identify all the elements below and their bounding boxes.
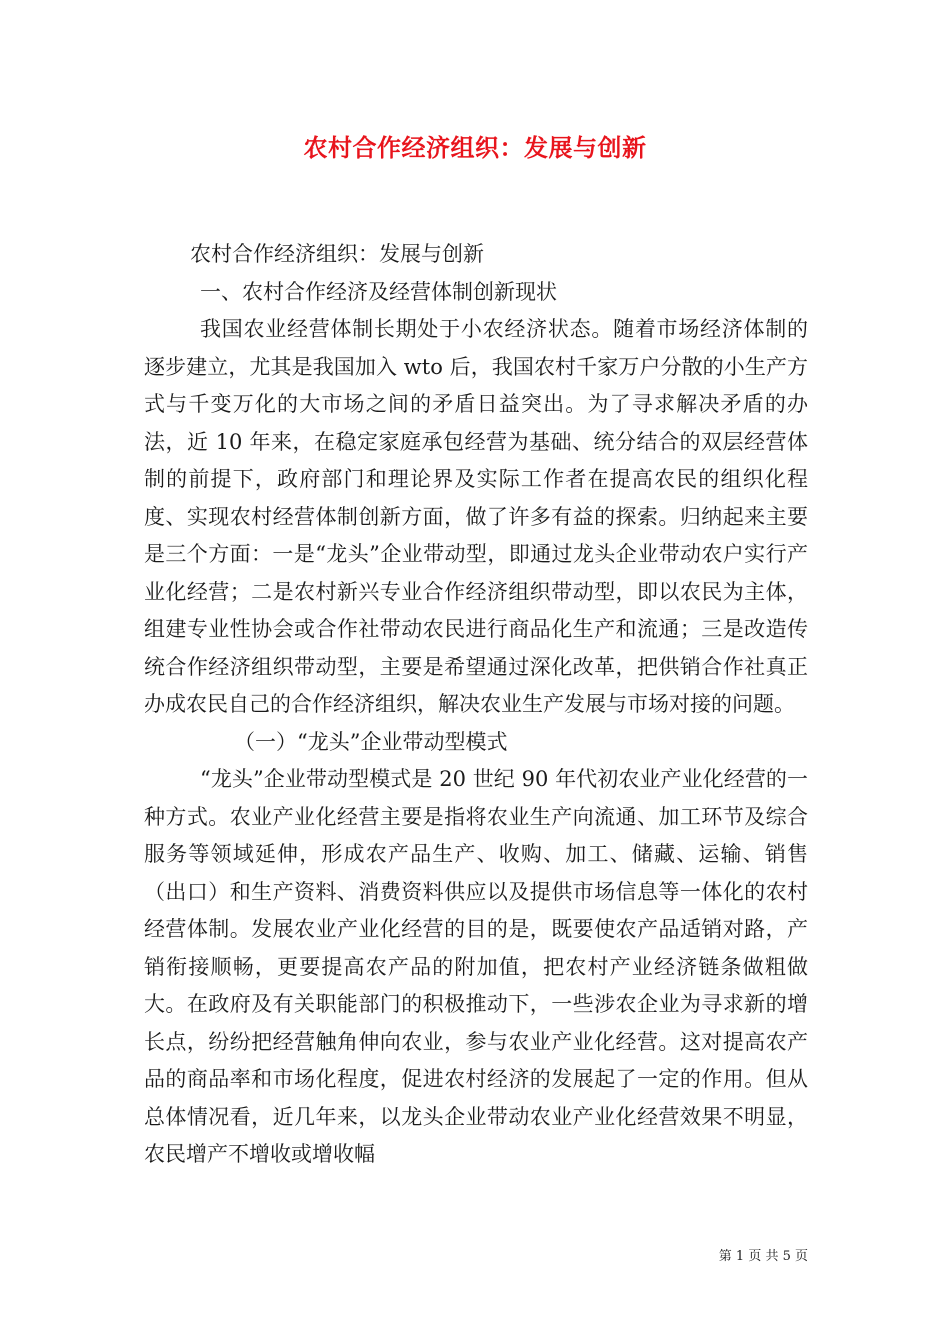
subsection-heading: （一）“龙头”企业带动型模式	[234, 729, 508, 754]
page-number: 第 1 页 共 5 页	[718, 1249, 808, 1264]
document-subtitle: 农村合作经济组织：发展与创新	[190, 242, 484, 266]
document-title: 农村合作经济组织：发展与创新	[303, 133, 647, 162]
body-paragraph: “龙头”企业带动型模式是 20 世纪 90 年代初农业产业化经营的一种方式。农业产业化经营主要是指将农业生产向流通、加工环节及综合服务等领域延伸，形成农产品生产、收购、加工、储藏、运输、销售（出口）和生产资料、消费资料供应以及提供市场信息等一体化的农村经营体制。发展农业产业化经营的目的是，既要使农产品适销对路，产销衔接顺畅，更要提高农产品的附加值，把农村产业经济链条做粗做大。在政府及有关职能部门的积极推动下，一些涉农企业为寻求新的增长点，纷纷把经营触角伸向农业，参与农业产业化经营。这对提高农产品的商品率和市场化程度，促进农村经济的发展起了一定的作用。但从总体情况看，近几年来，以龙头企业带动农业产业化经营效果不明显，农民增产不增收或增收幅	[144, 767, 808, 1166]
document-body	[144, 236, 808, 1174]
body-paragraph: 我国农业经营体制长期处于小农经济状态。随着市场经济体制的逐步建立，尤其是我国加入 wto 后，我国农村千家万户分散的小生产方式与千变万化的大市场之间的矛盾日益突出。为了寻求解决矛盾的办法，近 10 年来，在稳定家庭承包经营为基础、统分结合的双层经营体制的前提下，政府部门和理论界及实际工作者在提高农民的组织化程度、实现农村经营体制创新方面，做了许多有益的探索。归纳起来主要是三个方面：一是“龙头”企业带动型，即通过龙头企业带动农户实行产业化经营；二是农村新兴专业合作经济组织带动型，即以农民为主体，组建专业性协会或合作社带动农民进行商品化生产和流通；三是改造传统合作经济组织带动型，主要是希望通过深化改革，把供销合作社真正办成农民自己的合作经济组织，解决农业生产发展与市场对接的问题。	[144, 317, 808, 716]
section-heading: 一、农村合作经济及经营体制创新现状	[200, 279, 557, 304]
